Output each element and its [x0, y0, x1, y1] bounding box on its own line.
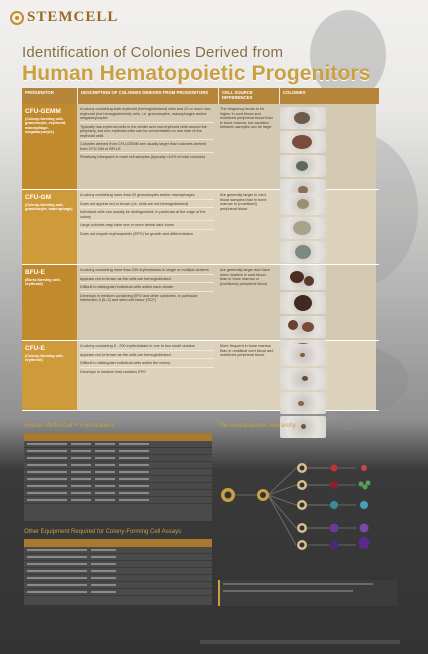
- cell-source-text: Are generally larger and have more clusters in cord blood than in bone marrow or (mobilized) peripheral blood: [220, 268, 270, 286]
- logo-mark-icon: [10, 11, 24, 25]
- description-item: Appears red or brown as the cells are hemoglobinized: [80, 277, 214, 284]
- progenitor-name: BFU-E: [25, 269, 45, 276]
- colony-image: [280, 316, 326, 338]
- table-header: [22, 88, 379, 104]
- equipment-table-header: [24, 539, 212, 547]
- title-line-2: Human Hematopoietic Progenitors: [22, 62, 371, 85]
- table-row-cfu-gemm: [22, 104, 379, 190]
- description-item: Relatively infrequent in most cell samples (typically <10% of total colonies): [80, 155, 206, 159]
- table-row-cfu-e: [22, 341, 379, 411]
- table-row: [24, 497, 212, 504]
- colony-images: [277, 341, 376, 410]
- description-item: Does not appear red or brown (i.e. cells are not hemoglobinized): [80, 202, 214, 209]
- description-item: Large colonies may have one or more dense dark cores: [80, 223, 214, 230]
- table-row: [24, 441, 212, 448]
- table-row: [24, 568, 212, 575]
- progenitor-name: CFU-E: [25, 345, 45, 352]
- description-item: Colonies derived from CFU-GEMM are usually larger than colonies derived from CFU-GM or BFU-E: [80, 142, 214, 153]
- table-row: [24, 547, 212, 554]
- colony-image: [280, 344, 326, 366]
- cell-source-text: Are generally larger in cord blood samples than in bone marrow or (mobilized) peripheral blood: [220, 193, 267, 211]
- brand-logo: [10, 9, 118, 26]
- stem-cell-icon: [221, 488, 235, 502]
- table-row: [24, 455, 212, 462]
- cell-source-text: The frequency tends to be higher in cord blood and mobilized peripheral blood than in bone marrow, but variation between samples can be large: [220, 107, 273, 129]
- description-item: Difficult to distinguish individual cells within the colony: [80, 361, 214, 368]
- colony-images: [277, 104, 376, 189]
- progenitor-name: CFU-GEMM: [25, 108, 61, 115]
- colony-image: [280, 107, 326, 129]
- table-row-cfu-gm: [22, 190, 379, 265]
- hierarchy-title: The Hematopoietic Hierarchy: [218, 423, 296, 429]
- colony-image: [280, 131, 326, 153]
- description-item: Individual cells can usually be distinguished, in particular at the edge of the colony: [80, 210, 214, 221]
- description-item: Typically has erythroid cells in the center and non-erythroid cells around the periphery, but non-erythroid cells can be concentrated on one side of the erythroid cells: [80, 125, 214, 141]
- description-item: A colony containing both erythroid (hemoglobinized) cells and 20 or more non-erythroid (not hemoglobinized) cells, i.e. granulocytes, macrophages and/or megakaryocytes: [80, 107, 214, 123]
- note-line: [220, 580, 398, 587]
- cell-source-text: More frequent in bone marrow than in umbilical cord blood and mobilized peripheral blood: [220, 344, 274, 357]
- table-row: [24, 483, 212, 490]
- colony-images: [277, 190, 376, 264]
- colony-images: [277, 265, 376, 340]
- progenitor-subtitle: (Colony-forming unit-erythroid): [25, 354, 64, 363]
- table-row: [24, 462, 212, 469]
- header-progenitor: PROGENITOR: [22, 88, 77, 104]
- colony-image: [280, 241, 326, 263]
- colony-image: [280, 368, 326, 390]
- header-description: DESCRIPTION OF COLONIES DERIVED FROM PROGENITORS: [78, 88, 218, 104]
- table-row: [24, 490, 212, 497]
- header-colonies: COLONIES: [280, 88, 379, 104]
- description-item: Difficult to distinguish individual cells within each cluster: [80, 285, 214, 292]
- note-line: [220, 587, 398, 594]
- table-row: [24, 582, 212, 589]
- colony-image: [280, 292, 326, 314]
- progenitor-table: [22, 88, 379, 411]
- table-row: [24, 448, 212, 455]
- description-item: A colony containing 8 - 200 erythroblasts in one to two small clusters: [80, 344, 214, 351]
- colony-image: [280, 155, 326, 177]
- table-row: [24, 575, 212, 582]
- table-row: [24, 589, 212, 596]
- other-equipment-title: Other Equipment Required for Colony-Forming Cell Assays: [24, 529, 182, 535]
- table-row: [24, 554, 212, 561]
- table-row: [24, 469, 212, 476]
- footer-bar: [200, 640, 400, 644]
- title-line-1: Identification of Colonies Derived from: [22, 44, 284, 61]
- description-item: Develops in medium containing EPO and other cytokines, in particular interleukin-3 (IL-3) and stem cell factor (SCF): [80, 293, 198, 302]
- progenitor-subtitle: (Colony-forming unit-granulocyte, erythroid, macrophage, megakaryocyte): [25, 117, 67, 135]
- table-row: [24, 476, 212, 483]
- formulations-table-header: [24, 433, 212, 441]
- colony-image: [280, 193, 326, 215]
- brand-name: STEMCELL: [27, 9, 119, 25]
- hierarchy-note: [218, 580, 398, 606]
- description-item: A colony containing more than 20 granulocytes and/or macrophages: [80, 193, 214, 200]
- colony-image: [280, 217, 326, 239]
- description-item: Does not require erythropoietin (EPO) for growth and differentiation: [80, 231, 193, 236]
- description-item: Appears red or brown as the cells are hemoglobinized: [80, 353, 214, 360]
- formulations-table: [24, 433, 212, 521]
- formulations-title: Human MethoCult™ Formulations: [24, 423, 115, 429]
- table-row: [24, 561, 212, 568]
- colony-image: [280, 392, 326, 414]
- description-item: Develops in medium that contains EPO: [80, 369, 147, 374]
- header-cell-source: CELL SOURCE DIFFERENCES: [219, 88, 279, 104]
- progenitor-name: CFU-GM: [25, 194, 51, 201]
- colony-image: [280, 268, 326, 290]
- description-item: A colony containing more than 200 erythroblasts in single or multiple clusters: [80, 268, 214, 275]
- hierarchy-diagram: [216, 440, 396, 570]
- progenitor-subtitle: (Burst-forming unit-erythroid): [25, 278, 61, 287]
- progenitor-subtitle: (Colony-forming unit-granulocyte, macrophage): [25, 203, 73, 212]
- table-row-bfu-e: [22, 265, 379, 341]
- equipment-table: [24, 539, 212, 605]
